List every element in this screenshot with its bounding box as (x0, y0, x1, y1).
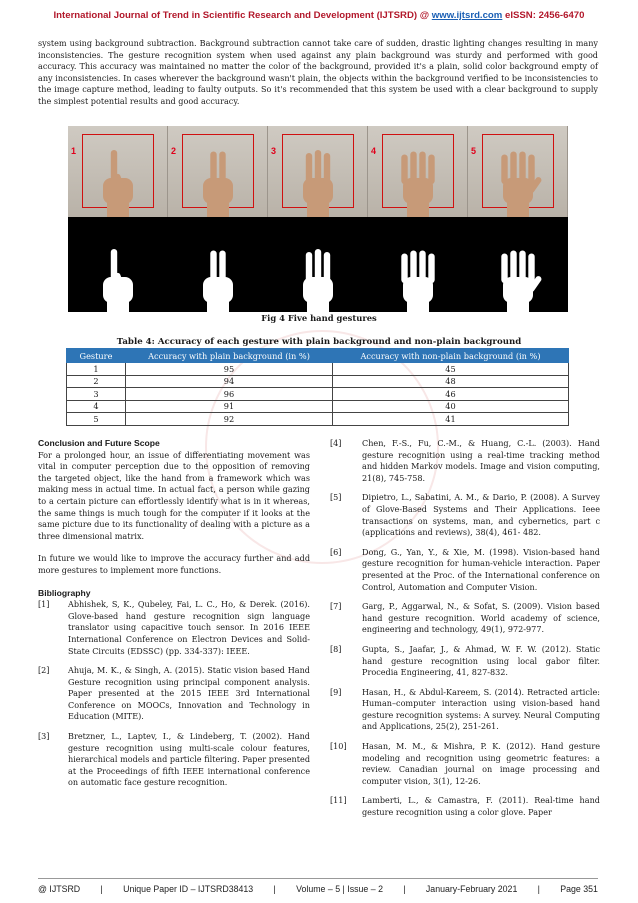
cell-plain: 96 (126, 388, 333, 401)
reference-number: [10] (330, 741, 347, 752)
cell-gesture: 5 (67, 413, 126, 426)
gesture-number-label: 4 (371, 146, 377, 156)
reference-text: Dong, G., Yan, Y., & Xie, M. (1998). Vision-based hand gesture recognition for human-vehicle interaction. Paper presented at the Proc. of the International conference on Control, Automation and Computer Vision. (362, 546, 600, 592)
conclusion-heading: Conclusion and Future Scope (38, 438, 160, 448)
reference-text: Abhishek, S, K., Qubeley, Fai, L. C., Ho, & Derek. (2016). Glove-based hand gesture recognition sign language translator using capacitive touch sensor. In 2016 IEEE International Conference on Electron Devices and Solid-State Circuits (EDSSC) (pp. 334-337): IEEE. (68, 599, 310, 656)
reference-item (330, 601, 600, 636)
right-column (330, 438, 600, 827)
accuracy-table (66, 348, 569, 426)
cell-nonplain: 46 (333, 388, 569, 401)
table-title: Table 4: Accuracy of each gesture with plain background and non-plain background (116, 337, 522, 347)
footer-page: Page 351 (560, 884, 598, 894)
reference-item (330, 492, 600, 538)
hand-shape (68, 219, 168, 312)
bibliography-heading: Bibliography (38, 587, 91, 598)
hand-shape (368, 126, 468, 217)
journal-header (0, 10, 638, 21)
hand-shape (468, 126, 568, 217)
cell-plain: 95 (126, 363, 333, 376)
hand-shape (168, 126, 268, 217)
reference-number: [9] (330, 686, 342, 697)
page-footer (38, 884, 598, 894)
gesture-silhouette (268, 219, 368, 312)
cell-nonplain: 45 (333, 363, 569, 376)
header-text: International Journal of Trend in Scientific Research and Development (IJTSRD) @ (53, 10, 432, 21)
reference-item (330, 547, 600, 593)
header-issn: eISSN: 2456-6470 (502, 10, 585, 21)
reference-number: [6] (330, 546, 342, 557)
gesture-silhouette (468, 219, 568, 312)
silhouette-row (68, 219, 568, 312)
reference-number: [5] (330, 492, 342, 503)
reference-number: [2] (38, 665, 50, 676)
cell-nonplain: 48 (333, 375, 569, 388)
reference-number: [7] (330, 601, 342, 612)
table-row (67, 400, 569, 413)
cell-plain: 94 (126, 375, 333, 388)
footer-volume: Volume – 5 | Issue – 2 (296, 884, 383, 894)
hand-shape (68, 126, 168, 217)
reference-number: [11] (330, 795, 347, 806)
reference-text: Hasan, M. M., & Mishra, P. K. (2012). Hand gesture modeling and recognition using geometric features: a review. Canadian journal on image processing and computer vision, 3(1), 12-26. (362, 741, 600, 786)
hand-shape (168, 219, 268, 312)
reference-text: Dipietro, L., Sabatini, A. M., & Dario, P. (2008). A Survey of Glove-Based Systems and Their Applications. Ieee transactions on systems, man, and cybernetics, part c (applications and reviews), 38(4), 461- 482. (362, 492, 600, 538)
gesture-number-label: 2 (171, 146, 177, 156)
reference-text: Lamberti, L., & Camastra, F. (2011). Real-time hand gesture recognition using a color glove. Paper (362, 795, 600, 818)
table-row (67, 413, 569, 426)
reference-item (330, 795, 600, 818)
gesture-photo (368, 126, 468, 217)
header-gesture: Gesture (67, 349, 126, 363)
hand-shape (468, 219, 568, 312)
table-row (67, 375, 569, 388)
reference-item (330, 644, 600, 679)
journal-link[interactable]: www.ijtsrd.com (431, 10, 503, 21)
footer-sep: | (100, 884, 103, 894)
footer-rule (38, 878, 598, 879)
reference-item (330, 438, 600, 484)
footer-date: January-February 2021 (425, 884, 518, 894)
reference-number: [1] (38, 599, 50, 610)
table-header-row (67, 349, 569, 363)
reference-item (330, 741, 600, 787)
hand-shape (268, 126, 368, 217)
cell-gesture: 3 (67, 388, 126, 401)
conclusion-paragraph: For a prolonged hour, an issue of differentiating movement was vital in computer perception due to the opposition of removing the targeted object, like the hand from a framework which was making mess in actual time. In actual fact, a person while gazing to a certain picture can effortlessly identify what is in it whereas, the same things is much tough for the computer if it looks at the same picture due to its functionality of dealing with a picture as a three dimensional matrix. (38, 449, 310, 541)
gesture-photo (468, 126, 568, 217)
gesture-silhouette (168, 219, 268, 312)
reference-text: Ahuja, M. K., & Singh, A. (2015). Static vision based Hand Gesture recognition using principal component analysis. Paper presented at the 2015 IEEE 3rd International Conference on MOOCs, Innovation and Technology in Education (MITE). (68, 665, 310, 722)
cell-gesture: 4 (67, 400, 126, 413)
footer-site: @ IJTSRD (38, 884, 81, 894)
reference-text: Garg, P., Aggarwal, N., & Sofat, S. (2009). Vision based hand gesture recognition. World academy of science, engineering and technology, 49(1), 972-977. (362, 601, 600, 635)
cell-nonplain: 40 (333, 400, 569, 413)
cell-gesture: 1 (67, 363, 126, 376)
future-scope-paragraph: In future we would like to improve the accuracy further and add more gestures to implement more functions. (38, 553, 310, 575)
footer-sep: | (537, 884, 540, 894)
header-nonplain-accuracy: Accuracy with non-plain background (in %) (333, 349, 569, 363)
hand-shape (368, 219, 468, 312)
gesture-number-label: 5 (471, 146, 477, 156)
reference-text: Gupta, S., Jaafar, J., & Ahmad, W. F. W. (2012). Static hand gesture recognition using local gabor filter. Procedia Engineering, 41, 827-832. (362, 643, 600, 678)
table-row (67, 388, 569, 401)
hand-gestures-figure (68, 126, 568, 312)
reference-text: Hasan, H., & Abdul-Kareem, S. (2014). Retracted article: Human–computer interaction using vision-based hand gesture recognition systems: A survey. Neural Computing and Applications, 25(2), 251-261. (362, 686, 600, 732)
reference-number: [3] (38, 731, 50, 742)
table-row (67, 363, 569, 376)
left-column (38, 438, 310, 797)
gesture-silhouette (68, 219, 168, 312)
reference-text: Bretzner, L., Laptev, I., & Lindeberg, T. (2002). Hand gesture recognition using multi-scale colour features, hierarchical models and particle filtering. Paper presented at the Proceedings of fifth IEEE international conference on automatic face gesture recognition. (68, 731, 310, 788)
gesture-silhouette (368, 219, 468, 312)
hand-shape (268, 219, 368, 312)
gesture-photo (268, 126, 368, 217)
reference-item (38, 731, 310, 789)
gesture-photo (68, 126, 168, 217)
intro-paragraph: system using background subtraction. Background subtraction cannot take care of sudden, drastic lighting changes resulting in many inconsistencies. The gesture recognition system when used against any plain background was sturdy and performed with good accuracy. This accuracy was maintained no matter the color of the background, provided it's a plain, solid color background empty of any inconsistencies. In cases wherever the background wasn't plain, the objects within the background verified to be inconsistencies to the image capture method, leading to faulty outputs. So it's recommended that this system be used with a clear background to supply the simplest potential results and good accuracy. (38, 38, 598, 106)
footer-sep: | (273, 884, 276, 894)
gesture-number-label: 3 (271, 146, 277, 156)
reference-text: Chen, F.-S., Fu, C.-M., & Huang, C.-L. (2003). Hand gesture recognition using a real-time tracking method and hidden Markov models. Image and vision computing, 21(8), 745-758. (362, 438, 600, 483)
reference-number: [4] (330, 438, 342, 448)
cell-plain: 92 (126, 413, 333, 426)
photo-row (68, 126, 568, 217)
cell-nonplain: 41 (333, 413, 569, 426)
header-plain-accuracy: Accuracy with plain background (in %) (126, 349, 333, 363)
cell-plain: 91 (126, 400, 333, 413)
gesture-photo (168, 126, 268, 217)
footer-paper-id: Unique Paper ID – IJTSRD38413 (123, 884, 254, 894)
reference-item (38, 599, 310, 657)
cell-gesture: 2 (67, 375, 126, 388)
gesture-number-label: 1 (71, 146, 77, 156)
reference-item (330, 687, 600, 733)
figure-caption: Fig 4 Five hand gestures (261, 313, 377, 323)
reference-number: [8] (330, 643, 342, 654)
reference-item (38, 665, 310, 723)
footer-sep: | (403, 884, 406, 894)
